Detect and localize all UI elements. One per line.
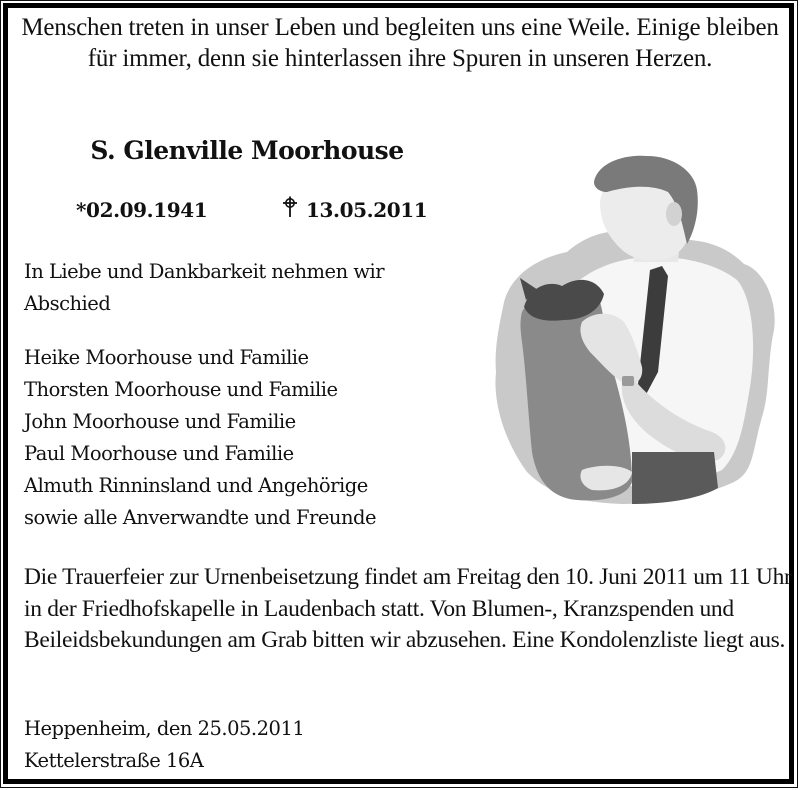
memorial-quote: Menschen treten in unser Leben und begleiten uns eine Weile. Einige bleiben für immer, denn sie hinterlassen ihre Spuren in unseren Herzen. <box>21 14 779 72</box>
death-date-group <box>282 193 427 227</box>
mourner: sowie alle Anverwandte und Freunde <box>24 506 377 529</box>
deceased-name: S. Glenville Moorhouse <box>90 136 404 165</box>
ceremony-info: Die Trauerfeier zur Urnenbeisetzung findet am Freitag den 10. Juni 2011 um 11 Uhr in der Friedhofskapelle in Laudenbach statt. Von Blumen-, Kranzspenden und Beileidsbekundungen am Grab bitten wir abzusehen. Eine Kondolenzliste liegt aus. <box>24 564 792 653</box>
mourner: Heike Moorhouse und Familie <box>24 346 309 369</box>
mourner: Paul Moorhouse und Familie <box>24 442 294 465</box>
mourner: Thorsten Moorhouse und Familie <box>24 378 338 401</box>
footer-address <box>24 713 304 777</box>
death-date: 13.05.2011 <box>306 198 428 222</box>
mourner: John Moorhouse und Familie <box>24 410 296 433</box>
birth-date: *02.09.1941 <box>76 198 208 222</box>
celtic-cross-icon <box>282 196 298 218</box>
portrait-photo <box>482 152 782 512</box>
place-date: Heppenheim, den 25.05.2011 <box>24 717 305 740</box>
address: Kettelerstraße 16A <box>24 749 204 772</box>
mourner: Almuth Rinninsland und Angehörige <box>24 474 368 497</box>
farewell-text: In Liebe und Dankbarkeit nehmen wir Abschied <box>24 260 385 315</box>
mourners-list <box>24 342 376 534</box>
life-dates <box>0 193 500 227</box>
